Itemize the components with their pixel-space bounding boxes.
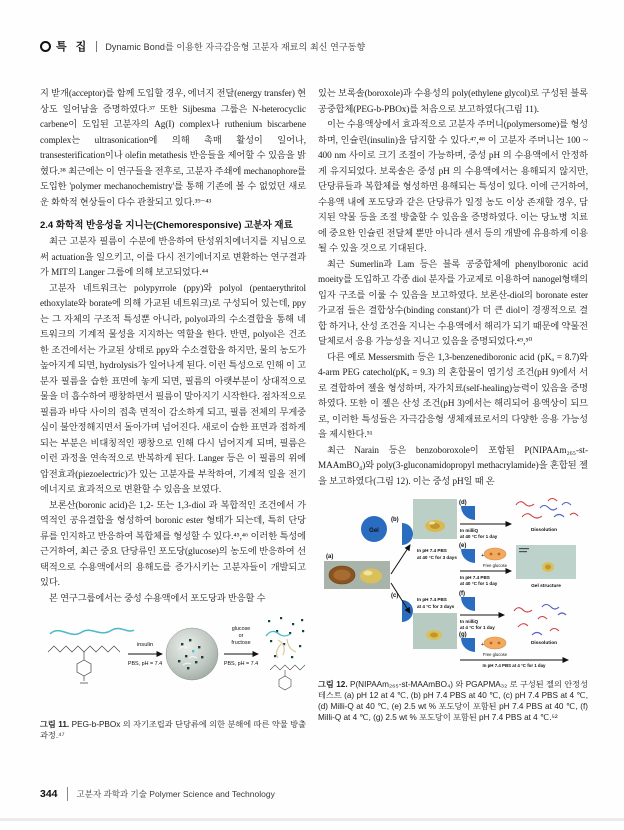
figure-12-caption-label: 그림 12. (318, 680, 348, 689)
header-section-label: 특 집 (56, 41, 90, 53)
f-label-1: In milliQ (460, 619, 479, 624)
released-drug-drawing (266, 617, 305, 690)
diagonal-arrow-labels (417, 548, 457, 609)
row-d (459, 499, 578, 540)
footer-divider (67, 787, 68, 801)
page-number: 344 (40, 788, 58, 800)
paragraph: 고분자 네트워크는 polypyrrole (ppy)와 polyol (pentaerythritol ethoxylate와 borate에 의해 가교된 네트워크)로 구성되어 있는데, ppy는 그 자체의 구조적 특성뿐 아니라, polyol과의 수소결합을 통해 네트워크의 기계적 물성을 지지하는 역할을 한다. 반면, polyol은 건조한 조건에서는 가교된 상태로 ppy와 수소결합을 하지만, 물의 농도가 높아지게 되면, hydrolysis가 일어나게 된다. 이런 특성으로 인해 이 고분자 필름을 습한 표면에 놓게 되면, 필름의 아랫부분이 상대적으로 물을 더 흡수하여 팽창하면서 필름이 말아지기 시작한다. 점차적으로 필름과 바닥 사이의 접촉 면적이 감소하게 되고, 필름 전체의 무게중심이 불안정해지면서 돌아가며 넘어진다. 새로이 습한 표면과 접하게 되는 부분은 비대칭적인 팽창으로 인해 다시 넘어지게 되며, 필름은 이런 과정을 연속적으로 반복하게 된다. Langer 등은 이 필름의 위에 압전효과(piezoelectric)가 있는 고분자를 부착하여, 기계적 일을 전기에너지로 효과적으로 변환할 수 있음을 보였다. (40, 282, 306, 494)
figure-12-caption (318, 679, 588, 723)
arrow-label-fructose: fructose (231, 640, 251, 646)
to-c-label-1: In pH 7.4 PBS (417, 597, 447, 602)
plus-sign: + (481, 642, 485, 648)
quarter-disc-icon (461, 597, 475, 611)
to-b-label-1: In pH 7.4 PBS (417, 548, 447, 553)
quarter-disc-icon (461, 549, 475, 563)
figure-12-caption-text: P(NIPAAm₂₆₅-st-MAAmBO₄) 와 PGAPMA₃₂ 로 구성된 젤의 안정성 테스트 (a) pH 12 at 4 ℃, (b) pH 7.4 PBS at 40 ℃, (c) pH 7.4 PBS at 4 ℃, (d) Milli-Q at 40 ℃, (e) 2.5 wt % 포도당이 포함된 pH 7.4 PBS at 40 ℃, (f) Milli-Q at 4 ℃, (g) 2.5 wt % 포도당이 포함된 pH 7.4 PBS at 4 ℃.⁵² (318, 680, 588, 722)
assembly-arrow (128, 642, 162, 667)
plus-sign: + (481, 553, 485, 559)
arrow-label-pbs2: PBS, pH = 7.4 (223, 661, 259, 667)
half-disc-icon (402, 523, 413, 545)
polymersome-sphere (166, 628, 218, 680)
figure-11-caption-text: PEG-b-PBOx 의 자기조립과 단당류에 의한 분해에 따른 약물 방출 과정.⁴⁷ (40, 720, 306, 740)
figure-12-diagram (318, 495, 584, 669)
arrow-label-insulin: insulin (136, 642, 154, 648)
to-b-label-2: at 40 °C for 3 days (417, 555, 457, 560)
left-column (40, 86, 306, 741)
panel-c-label: (c) (391, 593, 399, 599)
photo-e (516, 545, 576, 579)
e-result-label: Gel structure (531, 584, 561, 589)
arrow-label-glucose: glucose (231, 626, 251, 632)
figure-12 (318, 495, 588, 723)
panel-e-label: (e) (459, 543, 467, 549)
f-label-2: at 4 °C for 1 day (460, 625, 495, 630)
page-edge (0, 818, 624, 821)
fg-result-label: Dissolution (530, 641, 558, 646)
paragraph: 최근 고분자 필름이 수분에 반응하여 탄성위치에너지를 지님으로써 actuation을 일으키고, 이를 다시 전기에너지로 변환하는 연구결과가 MIT의 Langer 그룹에 의해 보고되었다.⁴⁴ (40, 236, 306, 277)
dissolved-chains (514, 605, 566, 636)
quarter-disc-icon (461, 506, 475, 520)
figure-11 (40, 612, 306, 741)
paragraph: 최근 Narain 등은 benzoboroxole이 포함된 P(NIPAAm₂₆₅-st-MAAmBO₄)와 poly(3-gluconamidopropyl methacrylamide)을 혼합된 젤을 보고하였다(그림 12). 이는 중성 pH일 때 온 (318, 444, 588, 486)
dissolved-chains (516, 499, 578, 519)
e-label-2: at 40 °C for 1 day (460, 581, 498, 586)
photo-a (324, 554, 390, 589)
e-free-glucose-label: Free glucose (482, 563, 508, 568)
photo-b (391, 499, 457, 545)
header-article-title: Dynamic Bond를 이용한 자극감응형 고분자 재료의 최신 연구동향 (105, 41, 366, 52)
figure-11-diagram (40, 612, 306, 709)
g-free-glucose-label: Free glucose (482, 652, 508, 657)
figure-11-caption (40, 719, 306, 741)
paragraph: 있는 보록솔(boroxole)과 수용성의 poly(ethylene glycol)로 구성된 블록 공중합체(PEG-b-PBOx)를 처음으로 보고하였다(그림 11). (318, 88, 588, 114)
d-label-2: at 40 °C for 1 day (460, 534, 498, 539)
header-divider (96, 41, 97, 52)
free-glucose-icon (484, 637, 506, 649)
gel-badge (361, 516, 387, 542)
paragraph: 이는 수용액상에서 효과적으로 고분자 주머니(polymersome)를 형성하며, 인슐린(insulin)을 담지할 수 있다.⁴⁷,⁴⁸ 이 고분자 주머니는 100 ~ 400 nm 사이로 크기 조절이 가능하며, 중성 pH 의 수용액에서 안정하게 유지되었다. 보록솔은 중성 pH 의 수용액에서는 용해되지 않지만, 단당류들과 복합체를 형성하면 용해되는 특성이 있다. 이에 근거하여, 수용액 내에 포도당과 같은 단당류가 일정 농도 이상 존재할 경우, 담지된 약물 등을 조절 방출할 수 있음을 증명하였다. 이는 당뇨병 치료에 중요한 인슐린 전달체 뿐만 아니라 센서 등의 개발에 유용하게 이용될 수 있을 것으로 기대된다. (318, 119, 588, 253)
gel-sample (360, 569, 382, 584)
paragraph: 보론산(boronic acid)은 1,2- 또는 1,3-diol 과 복합적인 조건에서 가역적인 공유결합을 형성하여 boronic ester 형태가 되는데, 특히 단당류를 인지하고 반응하여 복합체를 형성할 수 있다.⁴⁵,⁴⁶ 이러한 특성에 근거하여, 최근 중요 단당류인 포도당(glucose)의 농도에 반응하여 선택적으로 수용액에서의 용해도를 증가시키는 고분자들이 개발되고 있다. (40, 499, 306, 587)
panel-a-label: (a) (326, 554, 334, 560)
page-header (40, 38, 588, 54)
e-label-1: In pH 7.4 PBS (460, 575, 490, 580)
panel-b-label: (b) (391, 517, 399, 523)
paragraph: 다른 예로 Messersmith 등은 1,3-benzenediboronic acid (pKₐ = 8.7)와 4-arm PEG catechol(pKₐ = 9.3) 의 혼합물이 염기성 조건(pH 9)에서 서로 결합하여 젤을 형성하며, 자가치료(self-healing)능력이 있음을 증명하였다. 또한 이 젤은 산성 조건(pH 3)에서는 해리되어 용액상이 되므로, 이러한 특성들은 자극감응형 생체재료로서의 다양한 응용 가능성을 제시한다.⁵¹ (318, 351, 588, 439)
paragraph: 지 받개(acceptor)를 함께 도입할 경우, 에너지 전달(energy transfer) 현상도 일어남을 증명하였다.³⁷ 또한 Sijbesma 그룹은 N-heterocyclic carbene이 도입된 고분자의 Ag(I) complex나 ruthenium biscarbene complex는 ultrasonication에 의해 촉매 활성이 일어나, transesterification이나 olefin metathesis 반응들을 제어할 수 있음을 밝혔다.³⁸ 최근에는 이 연구들을 전후로, 고분자 주쇄에 mechanophore를 도입한 'polymer mechanochemistry'를 통해 기존에 볼 수 없었던 새로운 화학적 현상들이 다수 관찰되고 있다.³⁹⁻⁴³ (40, 88, 306, 207)
row-g (459, 632, 568, 668)
panel-g-label: (g) (459, 632, 467, 638)
right-column (318, 86, 588, 723)
d-label-1: In milliQ (460, 528, 479, 533)
section-heading: 2.4 화학적 반응성을 지니는(Chemoresponsive) 고분자 재료 (40, 220, 293, 231)
g-arrow-label: In pH 7.4 PBS at 4 °C for 1 day (482, 663, 546, 668)
row-f (459, 591, 566, 646)
d-result-label: Dissolution (530, 528, 558, 533)
to-c-label-2: at 4 °C for 3 days (417, 604, 455, 609)
row-e (459, 543, 576, 589)
bullet-ring-icon (40, 41, 51, 52)
paragraph: 본 연구그룹에서는 중성 수용액에서 포도당과 반응할 수 (49, 592, 266, 603)
dissociation-arrow (224, 626, 258, 667)
panel-f-label: (f) (459, 591, 465, 597)
panel-d-label: (d) (459, 500, 467, 506)
polymer-chain-drawing (48, 628, 134, 683)
arrow-label-or: or (238, 633, 244, 639)
gel-badge-label: Gel (369, 528, 379, 534)
quarter-disc-icon (461, 638, 475, 652)
journal-title: 고분자 과학과 기술 Polymer Science and Technology (76, 789, 275, 799)
free-glucose-icon (484, 548, 506, 560)
arrow-label-pbs: PBS, pH = 7.4 (127, 661, 163, 667)
paragraph: 최근 Sumerlin과 Lam 등은 블록 공중합체에 phenylboronic acid moeity를 도입하고 각종 diol 분자를 가교제로 이용하여 nanogel형태의 입자 구조를 이룰 수 있음을 보고하였다. 보론산-diol의 boronate ester 가교점 들은 결합상수(binding constant)가 더 큰 diol이 경쟁적으로 결합 하거나, 산성 조건을 지니는 수용액에서 해리가 되기 때문에 약물전달체로서 응용 가능성을 지니고 있음을 증명되었다.⁴⁹,⁵⁰ (318, 258, 588, 346)
figure-11-caption-label: 그림 11. (40, 720, 70, 729)
page-footer (40, 787, 275, 801)
